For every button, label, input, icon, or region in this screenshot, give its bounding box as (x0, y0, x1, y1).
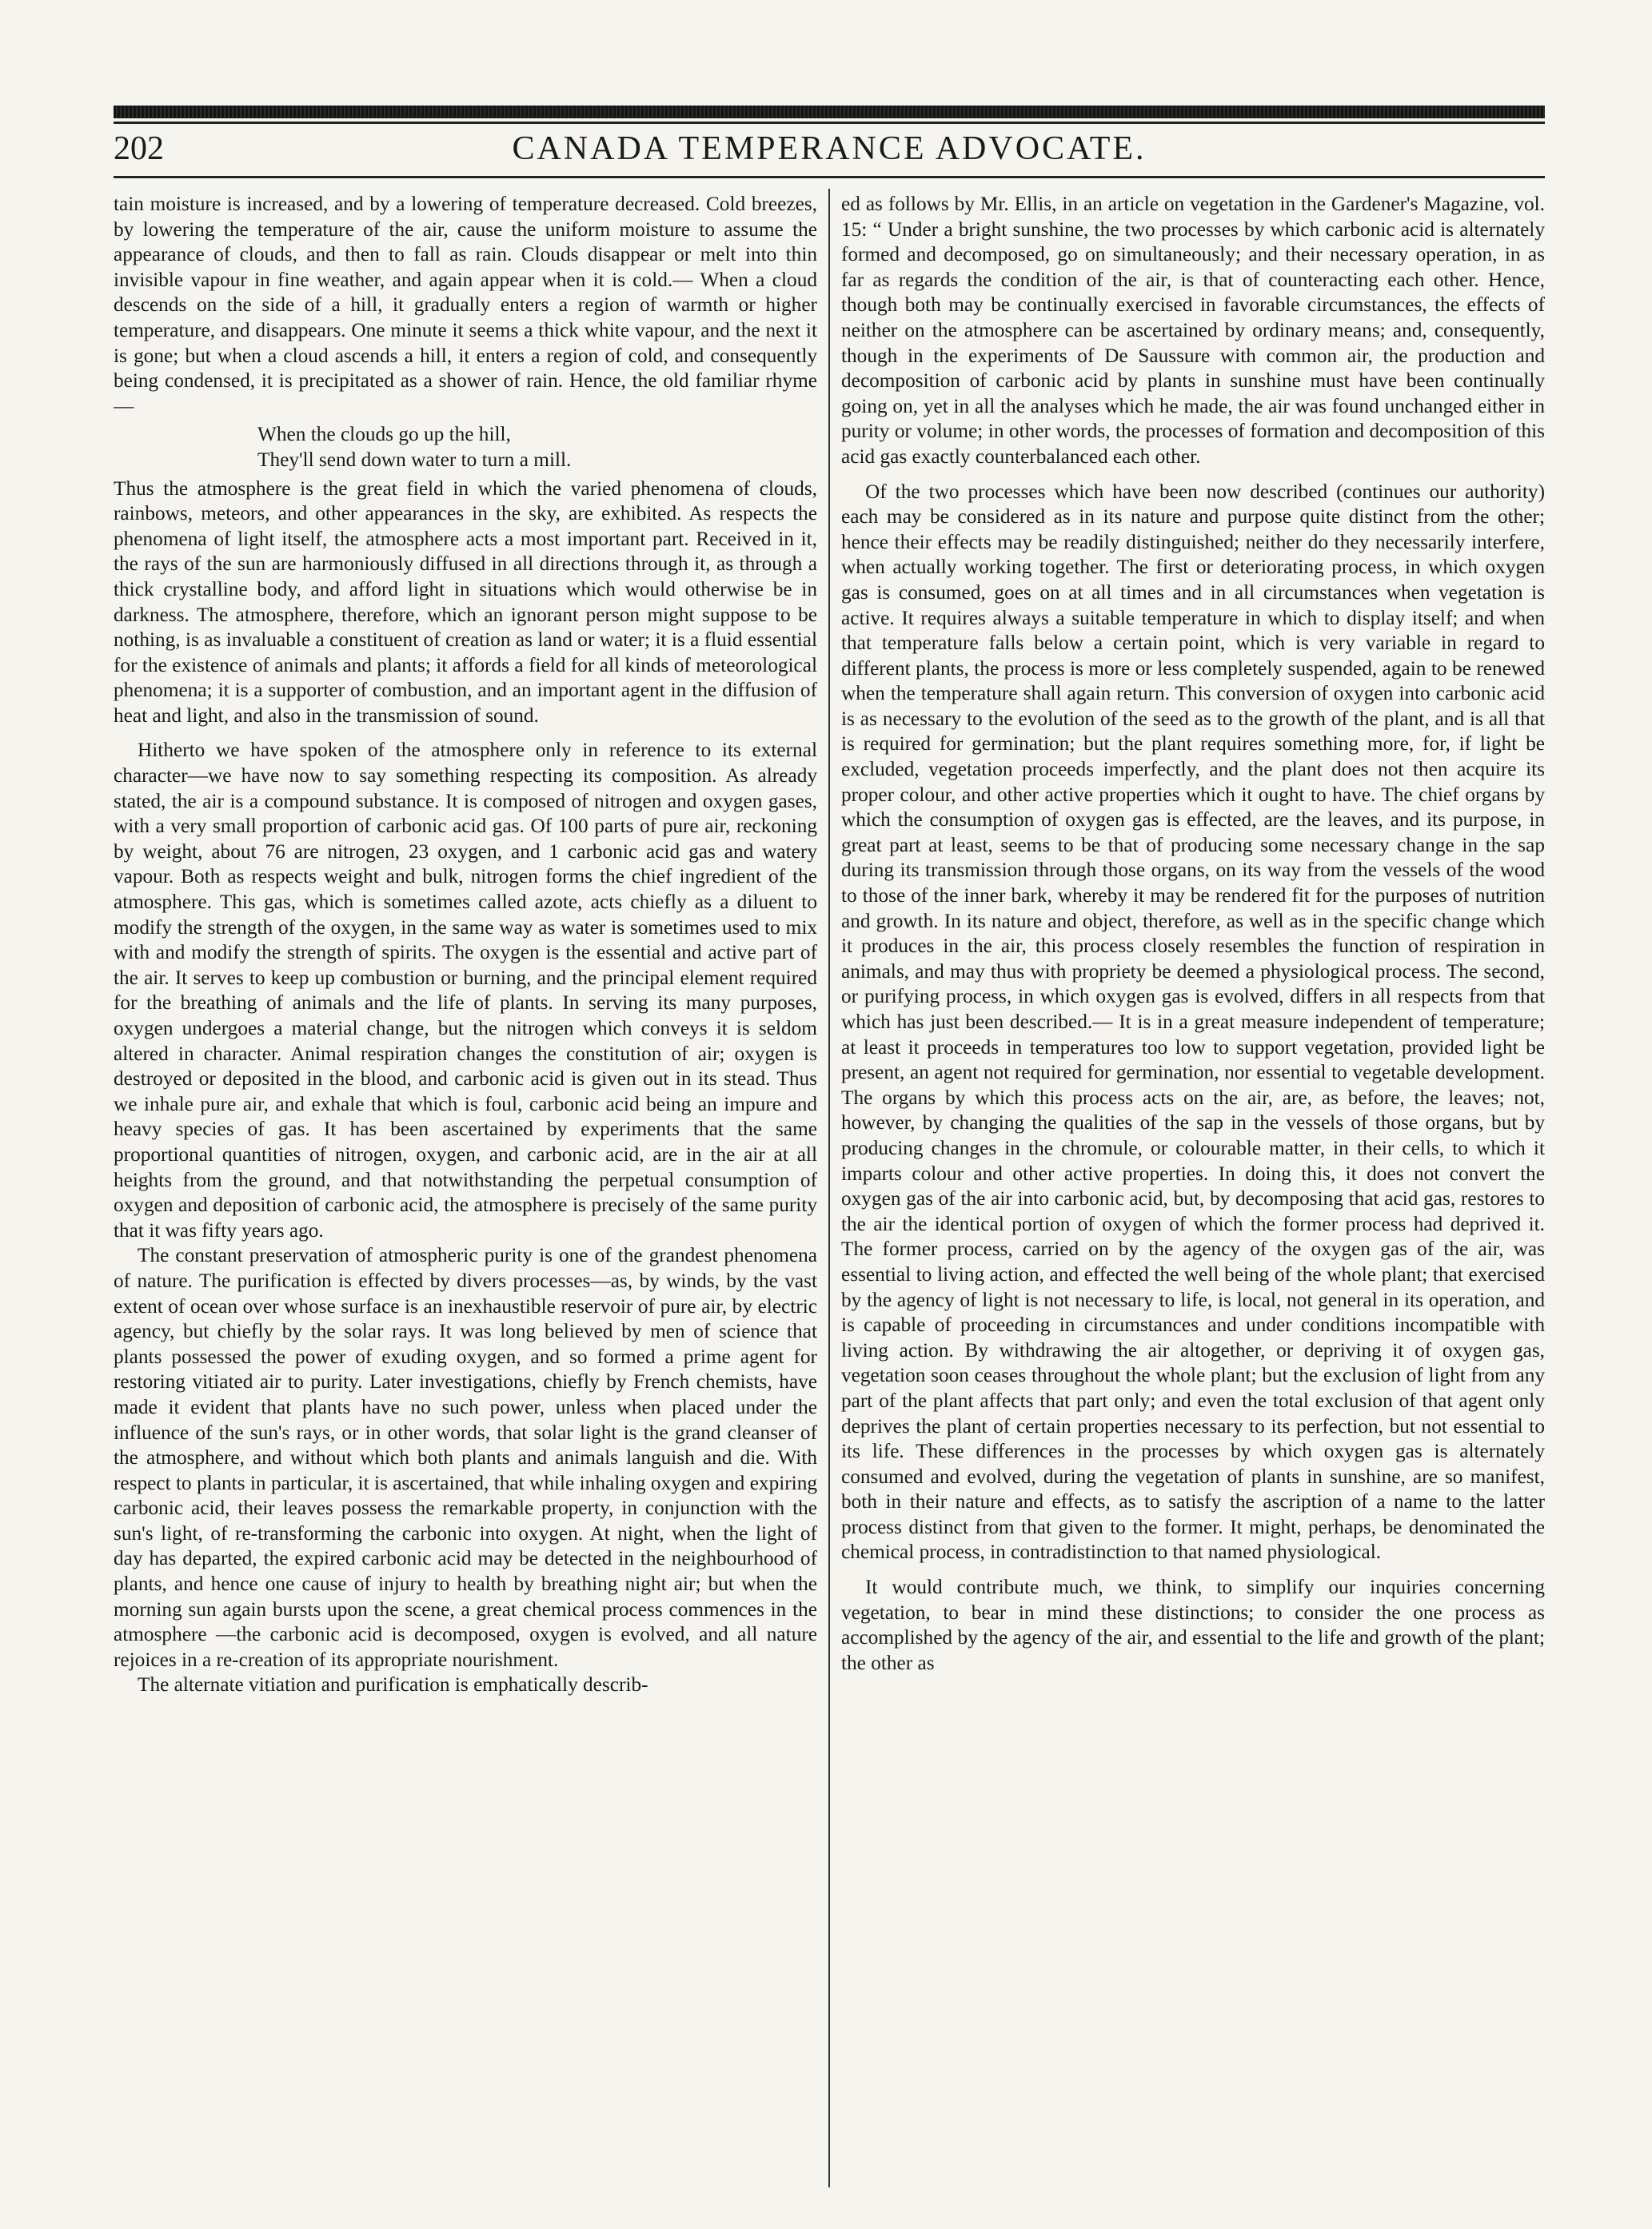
page-number: 202 (114, 130, 164, 167)
paragraph: The constant preservation of atmospheric purity is one of the grandest phenomena of nature. The purification is effected by divers processes—as, by winds, by the vast extent of ocean over whose surface is an inexhaustible reservoir of pure air, by electric agency, but chiefly by the solar rays. It was long believed by men of science that plants possessed the power of exuding oxygen, and so formed a prime agent for restoring vitiated air to purity. Later investigations, chiefly by French chemists, have made it evident that plants have no such power, unless when placed under the influence of the sun's rays, or in other words, that solar light is the grand cleanser of the atmosphere, and without which both plants and animals languish and die. With respect to plants in particular, it is ascertained, that while inhaling oxygen and expiring carbonic acid, their leaves possess the remarkable property, in conjunction with the sun's light, of re-transforming the carbonic into oxygen. At night, when the light of day has departed, the expired carbonic acid may be detected in the neighbourhood of plants, and hence one cause of injury to health by breathing night air; but when the morning sun again bursts upon the scene, a great chemical process commences in the atmosphere —the carbonic acid is decomposed, oxygen is evolved, and all nature rejoices in a re-creation of its appropriate nourishment. (114, 1244, 817, 1671)
rhyme-line: When the clouds go up the hill, (257, 423, 511, 446)
paragraph: Thus the atmosphere is the great field in which the varied phenomena of clouds, rainbows, meteors, and other appearances in the sky, are exhibited. As respects the phenomena of light itself, the atmosphere acts a most important part. Received in it, the rays of the sun are harmoniously diffused in all directions through it, as through a thick crystalline body, and afford light in situations which would otherwise be in darkness. The atmosphere, therefore, which an ignorant person might suppose to be nothing, is as invaluable a constituent of creation as land or water; it is a fluid essential for the existence of animals and plants; it affords a field for all kinds of meteorological phenomena; it is a supporter of combustion, and an important agent in the diffusion of heat and light, and also in the transmission of sound. (114, 477, 817, 727)
right-column (841, 192, 1545, 2175)
paragraph: The alternate vitiation and purification is emphatically describ- (138, 1673, 648, 1697)
rhyme (257, 422, 817, 473)
header-rule (114, 176, 1545, 178)
paragraph: ed as follows by Mr. Ellis, in an article on vegetation in the Gardener's Magazine, vol. 15: “ Under a bright sunshine, the two processes by which carbonic acid is alternately formed and decomposed, go on simultaneously; and their necessary operation, in as far as regards the condition of the air, is that of counteracting each other. Hence, though both may be continually exercised in favorable circumstances, the effects of neither on the atmosphere can be ascertained by ordinary means; and, consequently, though in the experiments of De Saussure with common air, the production and decomposition of carbonic acid by plants in sunshine must have been continually going on, yet in all the analyses which he made, the air was found unchanged either in purity or volume; in other words, the processes of formation and decomposition of this acid gas exactly counterbalanced each other. (841, 193, 1545, 468)
paragraph: Of the two processes which have been now described (continues our authority) each may be considered as in its nature and purpose quite distinct from the other; hence their effects may be readily distinguished; neither do they necessarily interfere, when actually working together. The first or deteriorating process, in which oxygen gas is consumed, goes on at all times and in all circumstances when vegetation is active. It requires always a suitable temperature in which to display itself; and when that temperature falls below a certain point, which is very variable in regard to different plants, the process is more or less completely suspended, again to be renewed when the temperature shall again return. This conversion of oxygen into carbonic acid is as necessary to the evolution of the seed as to the growth of the plant, and is all that is required for germination; but the plant requires something more, for, if light be excluded, vegetation proceeds imperfectly, and the plant does not then acquire its proper colour, and other active properties which it ought to have. The chief organs by which the consumption of oxygen gas is effected, are the leaves, and its purpose, in great part at least, seems to be that of producing some necessary change in the sap during its transmission through those organs, on its way from the vessels of the wood to those of the inner bark, whereby it may be rendered fit for the purposes of nutrition and growth. In its nature and object, therefore, as well as in the specific change which it produces in the air, this process closely resembles the function of respiration in animals, and may thus with propriety be deemed a physiological process. The second, or purifying process, in which oxygen gas is evolved, differs in all respects from that which has just been described.— It is in a great measure independent of temperature; at least it proceeds in temperatures too low to support vegetation, provided light be present, an agent not required for germination, nor essential to vegetable development. The organs by which this process acts on the air, are, as before, the leaves; not, however, by changing the qualities of the sap in the vessels of those organs, but by producing changes in the chromule, or colourable matter, in their cells, to which it imparts colour and other active properties. In doing this, it does not convert the oxygen gas of the air into carbonic acid, but, by decomposing that acid gas, restores to the air the identical portion of oxygen of which the former process had deprived it. The former process, carried on by the agency of the oxygen gas of the air, was essential to living action, and effected the well being of the whole plant; that exercised by the agency of light is not necessary to life, is local, not general in its operation, and is capable of proceeding in circumstances and under conditions incompatible with living action. By withdrawing the air altogether, or depriving it of oxygen gas, vegetation soon ceases throughout the whole plant; but the exclusion of light from any part of the plant affects that part only; and even the total exclusion of that agent only deprives the plant of certain properties necessary to its perfection, but not essential to its life. These differences in the processes by which oxygen gas is alternately consumed and evolved, during the vegetation of plants in sunshine, are so manifest, both in their nature and effects, as to satisfy the ascription of a name to the latter process distinct from that given to the former. It might, perhaps, be denominated the chemical process, in contradistinction to that named physiological. (841, 480, 1545, 1564)
rhyme-line: They'll send down water to turn a mill. (257, 448, 572, 471)
page-header (114, 126, 1545, 174)
paragraph: It would contribute much, we think, to simplify our inquiries concerning vegetation, to bear in mind these distinctions; to consider the one process as accomplished by the agency of the air, and essential to the life and growth of the plant; the other as (841, 1576, 1545, 1674)
column-divider (828, 189, 830, 2187)
journal-title: CANADA TEMPERANCE ADVOCATE. (512, 130, 1147, 167)
top-decorative-rule (114, 106, 1545, 118)
paragraph: tain moisture is increased, and by a lowering of temperature decreased. Cold breezes, by lowering the temperature of the air, cause the uniform moisture to assume the appearance of clouds, and then to fall as rain. Clouds disappear or melt into thin invisible vapour in fine weather, and again appear when it is cold.— When a cloud descends on the side of a hill, it gradually enters a region of warmth or higher temperature, and disappears. One minute it seems a thick white vapour, and the next it is gone; but when a cloud ascends a hill, it enters a region of cold, and consequently being condensed, it is precipitated as a shower of rain. Hence, the old familiar rhyme— (114, 193, 817, 417)
paragraph: Hitherto we have spoken of the atmosphere only in reference to its external character—we have now to say something respecting its composition. As already stated, the air is a compound substance. It is composed of nitrogen and oxygen gases, with a very small proportion of carbonic acid gas. Of 100 parts of pure air, reckoning by weight, about 76 are nitrogen, 23 oxygen, and 1 carbonic acid gas and watery vapour. Both as respects weight and bulk, nitrogen forms the chief ingredient of the atmosphere. This gas, which is sometimes called azote, acts chiefly as a diluent to modify the strength of the oxygen, in the same way as water is sometimes used to mix with and modify the strength of spirits. The oxygen is the essential and active part of the air. It serves to keep up combustion or burning, and the principal element required for the breathing of animals and the life of plants. In serving its many purposes, oxygen undergoes a material change, but the nitrogen which conveys it is seldom altered in character. Animal respiration changes the constitution of air; oxygen is destroyed or deposited in the blood, and carbonic acid is given out in its stead. Thus we inhale pure air, and exhale that which is foul, carbonic acid being an impure and heavy species of gas. It has been ascertained by experiments that the same proportional quantities of nitrogen, oxygen, and carbonic acid, are in the air at all heights from the ground, and that notwithstanding the perpetual consumption of oxygen and deposition of carbonic acid, the atmosphere is precisely of the same purity that it was fifty years ago. (114, 739, 817, 1242)
top-thin-rule (114, 122, 1545, 124)
left-column (114, 192, 817, 2175)
